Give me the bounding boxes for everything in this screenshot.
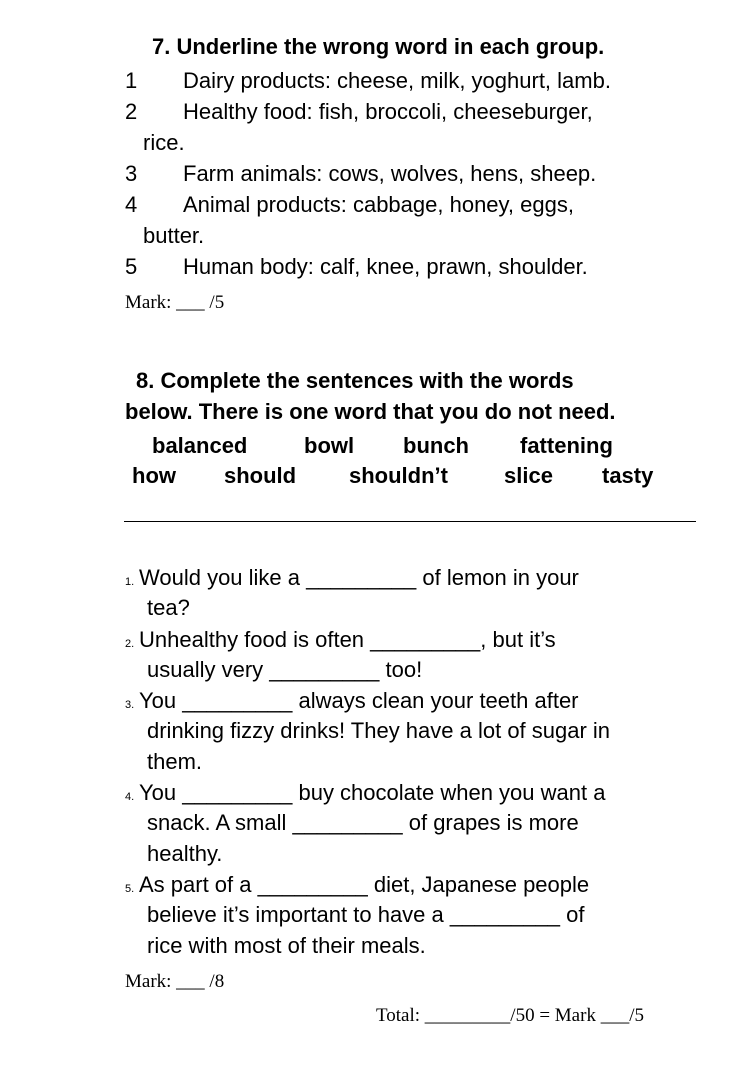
ex7-item-number: 1 <box>125 68 138 93</box>
ex7-mark: Mark: ___ /5 <box>125 292 225 313</box>
ex8-item-5-line-2: believe it’s important to have a _________ of <box>147 902 585 927</box>
word-box-word: fattening <box>520 433 613 458</box>
ex8-item-2-line-1: Unhealthy food is often _________, but it’s <box>139 627 556 652</box>
word-box-word: should <box>224 463 297 488</box>
ex8-item-5-line-3: rice with most of their meals. <box>147 933 426 958</box>
ex7-item-2 <box>125 99 593 125</box>
ex7-item-text: Animal products: cabbage, honey, eggs, <box>183 192 574 217</box>
word-box-word: tasty <box>602 463 654 488</box>
ex7-item-number: 2 <box>125 99 138 124</box>
word-box-word: bunch <box>403 433 469 458</box>
ex7-item-3 <box>125 161 596 187</box>
ex8-item-3-line-1: You _________ always clean your teeth after <box>139 688 579 713</box>
ex8-item-3-line-2: drinking fizzy drinks! They have a lot of sugar in <box>147 718 611 743</box>
ex8-mark: Mark: ___ /8 <box>125 971 225 992</box>
total-mark: Total: _________/50 = Mark ___/5 <box>376 1005 644 1026</box>
ex7-item-5 <box>125 254 588 280</box>
ex8-item-3-line-3: them. <box>147 749 203 774</box>
exercise-7-title: 7. Underline the wrong word in each group. <box>152 34 605 59</box>
word-box-word: slice <box>504 463 553 488</box>
ex8-item-4-line-1: You _________ buy chocolate when you want a <box>139 780 606 805</box>
ex8-item-number: 5. <box>125 883 135 895</box>
ex8-item-1-line-2: tea? <box>147 595 190 620</box>
ex7-item-number: 3 <box>125 161 138 186</box>
ex7-item-2-continuation: rice. <box>143 130 185 155</box>
ex8-item-number: 2. <box>125 638 135 650</box>
ex8-item-4-line-2: snack. A small _________ of grapes is more <box>147 810 579 835</box>
ex7-item-text: Dairy products: cheese, milk, yoghurt, lamb. <box>183 68 611 93</box>
word-box-word: balanced <box>152 433 248 458</box>
exercise-8-title-line-2: below. There is one word that you do not need. <box>125 399 616 424</box>
ex7-item-4 <box>125 192 574 218</box>
ex8-item-4-line-3: healthy. <box>147 841 223 866</box>
ex7-item-text: Healthy food: fish, broccoli, cheeseburger, <box>183 99 593 124</box>
ex7-item-number: 5 <box>125 254 138 279</box>
exercise-8-title-line-1: 8. Complete the sentences with the words <box>136 368 574 393</box>
ex8-item-number: 4. <box>125 791 135 803</box>
ex8-item-1-line-1: Would you like a _________ of lemon in your <box>139 565 579 590</box>
divider-line <box>124 521 696 522</box>
ex7-item-text: Human body: calf, knee, prawn, shoulder. <box>183 254 588 279</box>
ex7-item-number: 4 <box>125 192 138 217</box>
ex7-item-text: Farm animals: cows, wolves, hens, sheep. <box>183 161 597 186</box>
ex8-item-number: 3. <box>125 699 135 711</box>
word-box-word: bowl <box>304 433 355 458</box>
ex8-item-2-line-2: usually very _________ too! <box>147 657 423 682</box>
ex8-item-5-line-1: As part of a _________ diet, Japanese people <box>139 872 590 897</box>
word-box-word: how <box>132 463 176 488</box>
ex7-item-1 <box>125 68 611 94</box>
ex7-item-4-continuation: butter. <box>143 223 205 248</box>
word-box-word: shouldn’t <box>349 463 448 488</box>
ex8-item-number: 1. <box>125 576 135 588</box>
